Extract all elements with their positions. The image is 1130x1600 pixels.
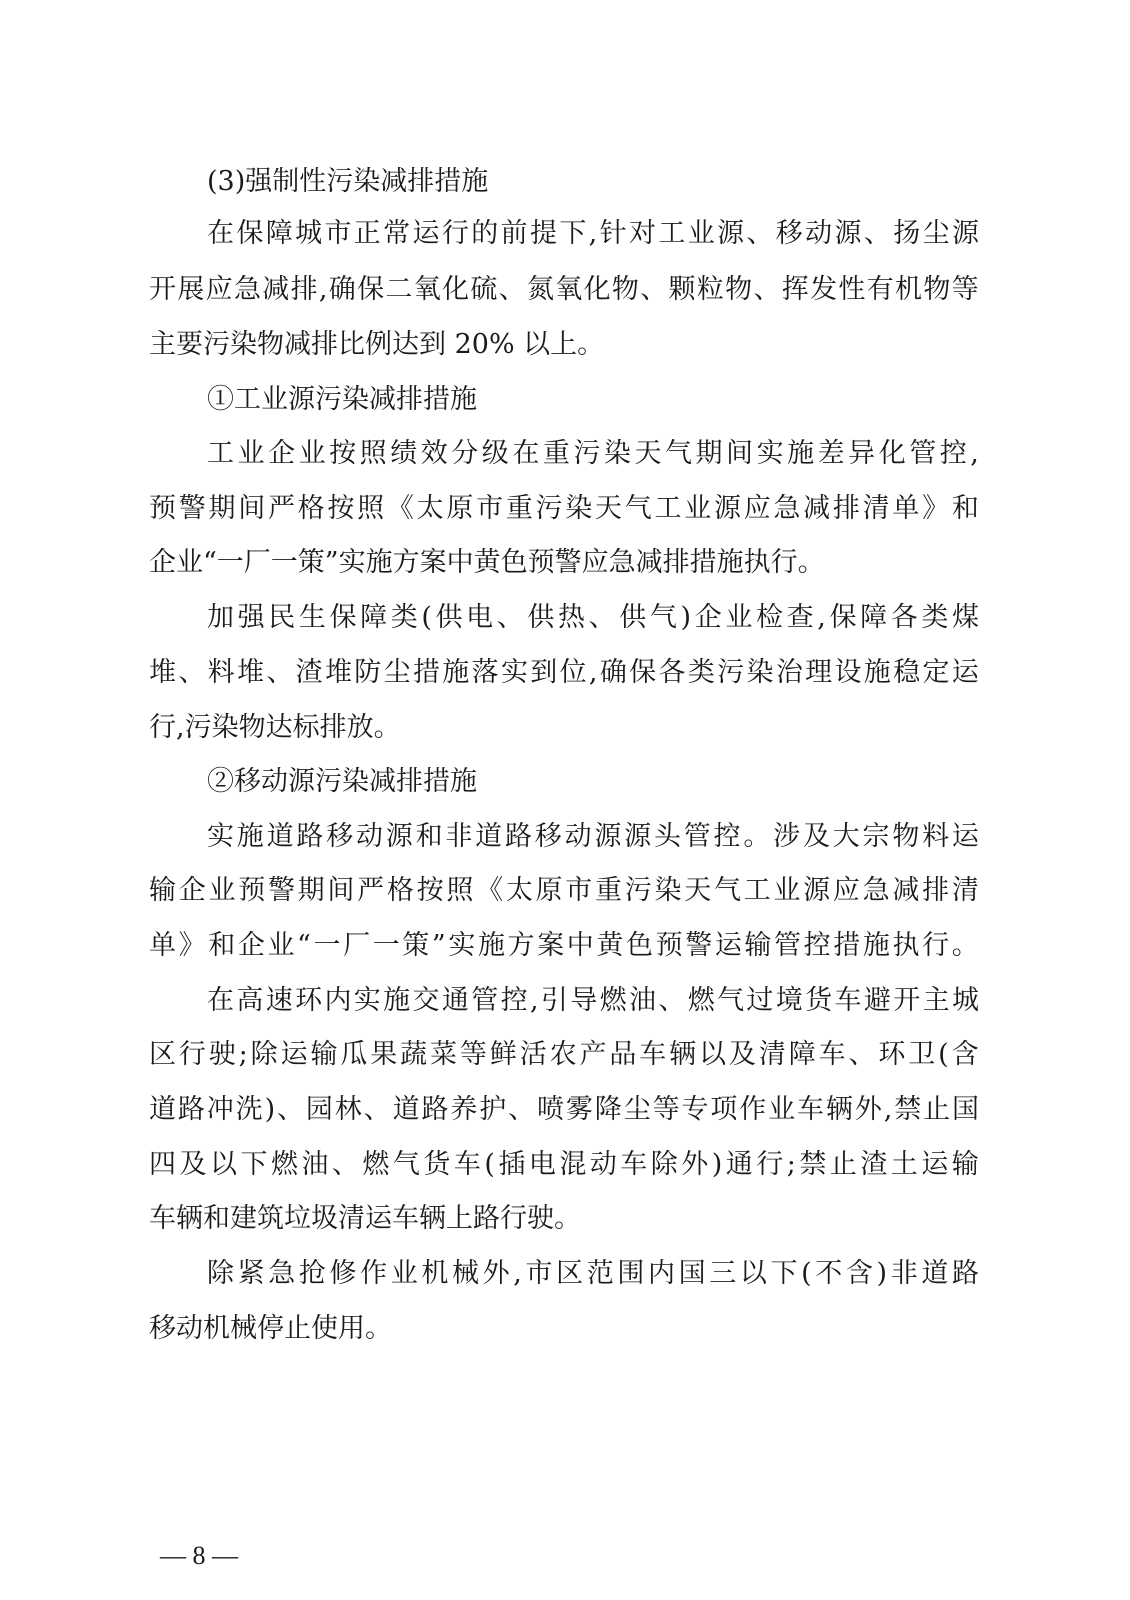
paragraph-line: 移动机械停止使用。 — [149, 1313, 392, 1344]
paragraph-line: 单 》 和 企 业 “ 一 厂 一 策 ” 实 施 方 案 中 黄 色 预 警 运 输 管 控 措 施 执 行 。 — [149, 930, 979, 961]
paragraph-line: (3)强制性污染减排措施 — [207, 166, 489, 197]
paragraph-line: 预 警 期 间 严 格 按 照 《 太 原 市 重 污 染 天 气 工 业 源 应 急 减 排 清 单 》 和 — [149, 493, 979, 524]
paragraph-line: ②移动源污染减排措施 — [207, 766, 477, 797]
paragraph-line: ①工业源污染减排措施 — [207, 384, 477, 415]
paragraph-line: 堆 、 料 堆 、 渣 堆 防 尘 措 施 落 实 到 位 , 确 保 各 类 污 染 治 理 设 施 稳 定 运 — [149, 657, 979, 688]
paragraph-line: 工 业 企 业 按 照 绩 效 分 级 在 重 污 染 天 气 期 间 实 施 差 异 化 管 控 , — [207, 438, 979, 469]
paragraph-line: 主要污染物减排比例达到 20% 以上。 — [149, 329, 605, 360]
paragraph-line: 除 紧 急 抢 修 作 业 机 械 外 , 市 区 范 围 内 国 三 以 下 ( 不 含 ) 非 道 路 — [207, 1258, 979, 1289]
paragraph-line: 车辆和建筑垃圾清运车辆上路行驶。 — [149, 1203, 581, 1234]
paragraph-line: 企业“一厂一策”实施方案中黄色预警应急减排措施执行。 — [149, 547, 825, 578]
paragraph-line: 在 高 速 环 内 实 施 交 通 管 控 , 引 导 燃 油 、 燃 气 过 境 货 车 避 开 主 城 — [207, 985, 979, 1016]
paragraph-line: 加 强 民 生 保 障 类 ( 供 电 、 供 热 、 供 气 ) 企 业 检 查 , 保 障 各 类 煤 — [207, 602, 979, 633]
page-number: — 8 — — [160, 1541, 238, 1570]
paragraph-line: 道 路 冲 洗 ) 、 园 林 、 道 路 养 护 、 喷 雾 降 尘 等 专 项 作 业 车 辆 外 , 禁 止 国 — [149, 1094, 979, 1125]
paragraph-line: 开 展 应 急 减 排 , 确 保 二 氧 化 硫 、 氮 氧 化 物 、 颗 粒 物 、 挥 发 性 有 机 物 等 — [149, 274, 979, 305]
paragraph-line: 实 施 道 路 移 动 源 和 非 道 路 移 动 源 源 头 管 控 。 涉 及 大 宗 物 料 运 — [207, 821, 979, 852]
paragraph-line: 在 保 障 城 市 正 常 运 行 的 前 提 下 , 针 对 工 业 源 、 移 动 源 、 扬 尘 源 — [207, 218, 979, 249]
paragraph-line: 区 行 驶 ; 除 运 输 瓜 果 蔬 菜 等 鲜 活 农 产 品 车 辆 以 及 清 障 车 、 环 卫 ( 含 — [149, 1039, 979, 1070]
paragraph-line: 行,污染物达标排放。 — [149, 712, 401, 743]
paragraph-line: 输 企 业 预 警 期 间 严 格 按 照 《 太 原 市 重 污 染 天 气 工 业 源 应 急 减 排 清 — [149, 875, 979, 906]
paragraph-line: 四 及 以 下 燃 油 、 燃 气 货 车 ( 插 电 混 动 车 除 外 ) 通 行 ; 禁 止 渣 土 运 输 — [149, 1149, 979, 1180]
